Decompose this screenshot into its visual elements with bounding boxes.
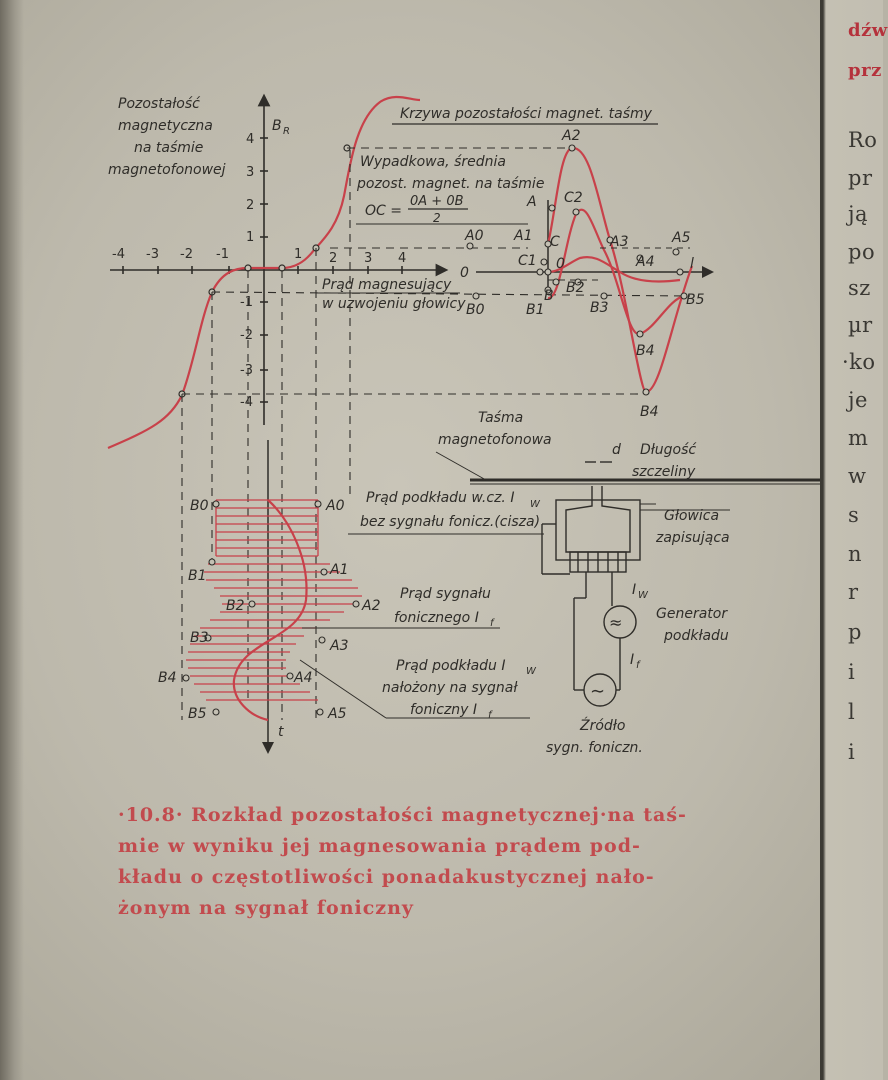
lower-label-B3: B3 xyxy=(190,630,209,646)
x-tick-labels xyxy=(112,247,406,266)
y-tick-label: 4 xyxy=(246,132,255,147)
y-tick-label: -1 xyxy=(240,295,253,310)
x-tick-label: 3 xyxy=(364,251,373,266)
curve-label: Krzywa pozostałości magnet. taśmy xyxy=(400,106,652,122)
tape-label: Taśma xyxy=(478,410,524,426)
y-tick-label: 2 xyxy=(246,198,255,213)
tape-label: magnetofonowa xyxy=(438,432,552,448)
point-label-B4: B4 xyxy=(636,343,655,359)
avg-label: Wypadkowa, średnia xyxy=(360,154,506,170)
facing-word: ·ko xyxy=(842,350,876,374)
point-label-C2: C2 xyxy=(564,190,583,206)
source-label: Źródło xyxy=(580,718,626,734)
head-label: zapisująca xyxy=(656,530,730,546)
y-tick-label: -4 xyxy=(240,395,253,410)
zero-label: 0 xyxy=(460,265,469,281)
facing-word: i xyxy=(848,660,856,684)
oc-formula-lhs: OC = xyxy=(365,203,402,219)
caption-line: żonym na sygnał foniczny xyxy=(118,897,414,919)
facing-word: p xyxy=(848,620,862,644)
t-axis-label: t xyxy=(278,724,284,740)
lower-label-B0: B0 xyxy=(190,498,209,514)
time-diagram-labels xyxy=(158,498,381,740)
mag-current-label: Prąd magnesujący xyxy=(322,277,452,293)
facing-heading-2: prz xyxy=(848,60,882,81)
facing-heading-1: dźw xyxy=(848,20,888,41)
lower-label-A2: A2 xyxy=(362,598,381,614)
y-title-line: na taśmie xyxy=(134,140,204,156)
iw-subscript: W xyxy=(638,590,648,601)
point-label-C1: C1 xyxy=(518,253,537,269)
lower-label-A0: A0 xyxy=(326,498,345,514)
caption-line: ·10.8· Rozkład pozostałości magnetycznej·na taś- xyxy=(118,804,687,826)
gap-width-label: d xyxy=(612,442,621,458)
facing-word: r xyxy=(848,580,859,604)
x-tick-label: 4 xyxy=(398,251,407,266)
x-tick-label: 2 xyxy=(329,251,338,266)
gap-label: Długość xyxy=(640,442,697,458)
figure-caption xyxy=(118,800,818,924)
x-tick-label: -1 xyxy=(216,247,229,262)
facing-word: sz xyxy=(848,276,871,300)
bias-subscript: W xyxy=(530,499,540,510)
point-label-B3: B3 xyxy=(590,300,609,316)
point-label-B1: B1 xyxy=(526,302,545,318)
facing-word: pr xyxy=(848,166,873,190)
mag-current-label-group xyxy=(316,277,466,312)
generator-label: Generator xyxy=(656,606,728,622)
head-labels xyxy=(438,410,730,756)
lower-label-A4: A4 xyxy=(294,670,313,686)
oc-formula-denominator: 2 xyxy=(433,211,441,225)
audio-source-glyph: ∼ xyxy=(590,681,606,702)
facing-word: je xyxy=(848,388,868,412)
br-axis-label: B xyxy=(272,118,282,134)
lower-label-B2: B2 xyxy=(226,598,245,614)
y-tick-label: -3 xyxy=(240,363,253,378)
signal-subscript: f xyxy=(490,618,494,629)
lower-label-B5: B5 xyxy=(188,706,207,722)
gap-label: szczeliny xyxy=(632,464,696,480)
y-tick-label: 1 xyxy=(246,230,255,245)
lower-label-A5: A5 xyxy=(328,706,347,722)
facing-word: n xyxy=(848,542,863,566)
facing-word: Ro xyxy=(848,128,878,152)
point-label-A3: A3 xyxy=(610,234,629,250)
if-label: I xyxy=(630,652,635,668)
lower-label-A3: A3 xyxy=(330,638,349,654)
point-label-B: B xyxy=(544,288,554,304)
iw-label: I xyxy=(632,582,637,598)
x-tick-label: -4 xyxy=(112,247,125,262)
avg-label: pozost. magnet. na taśmie xyxy=(357,176,545,192)
oc-formula-numerator: 0A + 0B xyxy=(410,194,464,209)
point-label-A2: A2 xyxy=(562,128,581,144)
point-label-B0: B0 xyxy=(466,302,485,318)
point-label-B4: B4 xyxy=(640,404,659,420)
sum-label: foniczny I xyxy=(410,702,478,718)
caption-line: mie w wyniku jej magnesowania prądem pod- xyxy=(118,835,641,857)
signal-label: fonicznego I xyxy=(394,610,479,626)
facing-word: µr xyxy=(848,313,873,337)
head-label: Głowica xyxy=(664,508,720,524)
facing-word: l xyxy=(848,700,856,724)
sum-label: Prąd podkładu I xyxy=(396,658,506,674)
if-subscript: f xyxy=(636,660,640,671)
generator-label: podkładu xyxy=(664,628,729,644)
y-title-line: magnetofonowej xyxy=(108,162,226,178)
sum-label: nałożony na sygnał xyxy=(382,680,518,696)
lower-annotations xyxy=(300,490,544,721)
signal-curve xyxy=(234,500,307,720)
br-axis-subscript: R xyxy=(283,126,290,137)
x-tick-label: 1 xyxy=(294,247,303,262)
facing-word: po xyxy=(848,240,876,264)
time-diagram-markers xyxy=(183,501,359,715)
y-title-line: Pozostałość xyxy=(118,96,200,112)
mag-current-label: w uzwojeniu głowicy xyxy=(322,296,466,312)
x-tick-label: -2 xyxy=(180,247,193,262)
caption-line: kładu o częstotliwości ponadakustycznej nało- xyxy=(118,866,655,888)
sum-subscript: f xyxy=(488,710,492,721)
source-label: sygn. foniczn. xyxy=(546,740,643,756)
bias-label: bez sygnału fonicz.(cisza) xyxy=(360,514,541,530)
average-label-group xyxy=(356,154,544,225)
facing-word: i xyxy=(848,740,856,764)
y-tick-label: 3 xyxy=(246,165,255,180)
point-label-A1: A1 xyxy=(514,228,533,244)
point-label-B5: B5 xyxy=(686,292,705,308)
point-label-B2: B2 xyxy=(566,280,585,296)
facing-word: ją xyxy=(848,202,869,226)
point-label-origin: 0 xyxy=(556,256,565,272)
signal-label: Prąd sygnału xyxy=(400,586,491,602)
facing-word: m xyxy=(848,426,869,450)
sum-subscript: W xyxy=(526,666,536,677)
point-label-C: C xyxy=(550,234,560,250)
point-label-A5: A5 xyxy=(672,230,691,246)
y-tick-label: -2 xyxy=(240,328,253,343)
ac-source-glyph: ≈ xyxy=(609,613,623,632)
point-label-A4: A4 xyxy=(636,254,655,270)
lower-label-B1: B1 xyxy=(188,568,207,584)
facing-word: w xyxy=(848,464,867,488)
bias-label: Prąd podkładu w.cz. I xyxy=(366,490,515,506)
lower-label-B4: B4 xyxy=(158,670,177,686)
waveform-point-labels xyxy=(460,128,705,420)
curve-label-group xyxy=(392,106,658,124)
point-label-A: A xyxy=(527,194,537,210)
facing-word: s xyxy=(848,503,860,527)
waveform-curves xyxy=(548,148,692,392)
point-label-A0: A0 xyxy=(465,228,484,244)
x-tick-label: -3 xyxy=(146,247,159,262)
y-title-line: magnetyczna xyxy=(118,118,213,134)
lower-label-A1: A1 xyxy=(330,562,349,578)
l-axis-label: l xyxy=(690,256,694,272)
y-axis-title xyxy=(108,96,290,178)
